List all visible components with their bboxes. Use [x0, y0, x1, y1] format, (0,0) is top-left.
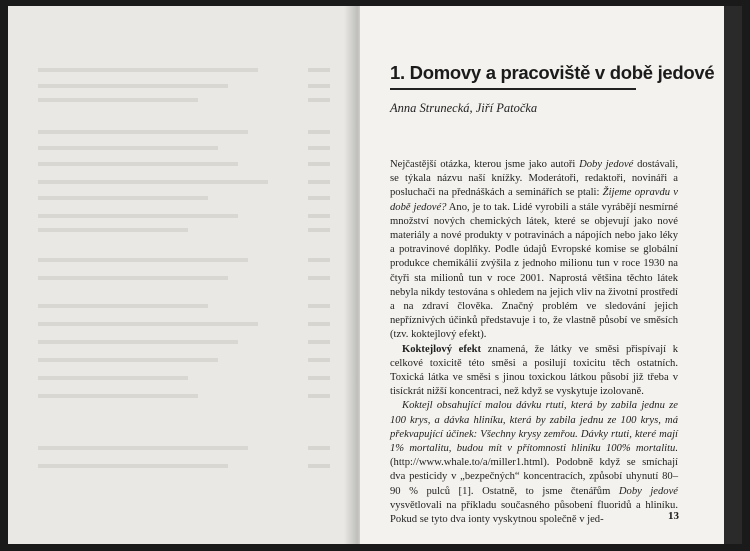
show-through-number: [308, 196, 330, 200]
title-rule: [390, 88, 636, 90]
show-through-line: [38, 180, 268, 184]
show-through-number: [308, 214, 330, 218]
text-run: Ano, je to tak. Lidé vyrobili a stále vyrábějí nesmírné množství nových chemických látek, které se objevují jako nové materiály a nové produkty v potravinách a nápojích nebo jako léky a potravinové doplňky. Podle údajů Evropské komise se globální produkce chemikálií zvýšila z jednoho milionu tun v roce 1930 na čtyři sta milionů tun v roce 2001. Naprostá většina těchto látek nebyla nikdy testována s ohledem na jejich vliv na životní prostředí a na zdraví člověka. Značný problém ve sledování jejich nepříznivých účinků představuje i to, že vlastně působí ve směsích (tzv. koktejlový efekt).: [390, 201, 678, 341]
show-through-number: [308, 162, 330, 166]
show-through-number: [308, 180, 330, 184]
text-run: znamená, že látky ve směsi přispívají k celkové toxicitě této směsi a posilují toxicitu těch ostatních. Toxická látka ve směsi s jinou toxickou látkou působí již třeba v tisíckrát nižší koncentraci, než když se vyskytuje izolovaně.: [390, 343, 679, 398]
show-through-line: [38, 228, 188, 232]
left-page: [8, 6, 360, 544]
paragraph: [390, 343, 678, 400]
show-through-number: [308, 130, 330, 134]
text-run: Nejčastější otázka, kterou jsme jako autoři: [390, 159, 580, 170]
show-through-line: [38, 340, 238, 344]
text-run: Koktejlový efekt: [402, 343, 482, 355]
show-through-line: [38, 376, 188, 380]
show-through-number: [308, 68, 330, 72]
show-through-number: [308, 394, 330, 398]
show-through-line: [38, 358, 218, 362]
book-edge: [724, 6, 742, 544]
show-through-number: [308, 464, 330, 468]
show-through-line: [38, 68, 258, 72]
show-through-line: [38, 304, 208, 308]
show-through-line: [38, 464, 228, 468]
show-through-line: [38, 258, 248, 262]
show-through-number: [308, 228, 330, 232]
show-through-number: [308, 98, 330, 102]
paragraph: [390, 158, 678, 343]
show-through-number: [308, 304, 330, 308]
show-through-line: [38, 84, 228, 88]
show-through-line: [38, 446, 248, 450]
text-run: (http://www.whale.to/a/miller1.html). Podobně když se smíchají dva pesticidy v „bezpečných“ koncentracích, způsobí uhynutí 80–90 % pulců [1]. Ostatně, to jsme čtenářům: [390, 457, 678, 497]
show-through-line: [38, 162, 238, 166]
chapter-title: 1. Domovy a pracoviště v době jedové: [390, 62, 715, 83]
show-through-number: [308, 446, 330, 450]
right-page: [360, 6, 732, 544]
text-run: Doby jedové: [579, 159, 634, 170]
page-number: 13: [668, 510, 679, 522]
text-run: Žijeme opravdu v době jedové?: [390, 187, 678, 213]
show-through-line: [38, 394, 198, 398]
show-through-number: [308, 358, 330, 362]
body-text: [390, 158, 678, 527]
show-through-line: [38, 322, 258, 326]
text-run: dostávali, se týkala názvu naší knížky. Moderátoři, redaktoři, novináři a posluchači na přednáškách a seminářích se ptali:: [390, 159, 678, 199]
show-through-line: [38, 196, 208, 200]
book-spread: [8, 6, 732, 544]
show-through-number: [308, 84, 330, 88]
show-through-number: [308, 146, 330, 150]
show-through-line: [38, 276, 228, 280]
show-through-number: [308, 258, 330, 262]
text-run: Koktejl obsahující malou dávku rtuti, která by zabila jednu ze 100 krys, a dávka hliníku, která by zabila jednu ze 100 krys, má překvapující účinek: Všechny krysy zemřou. Dávky rtuti, které mají 1% mortalitu, budou mít v přítomnosti hliníku 100% mortalitu.: [390, 400, 678, 455]
paragraph: [390, 399, 678, 527]
show-through-line: [38, 98, 198, 102]
show-through-number: [308, 276, 330, 280]
show-through-number: [308, 322, 330, 326]
show-through-line: [38, 130, 248, 134]
show-through-number: [308, 376, 330, 380]
text-run: Doby jedové: [618, 485, 678, 497]
show-through-number: [308, 340, 330, 344]
chapter-authors: Anna Strunecká, Jiří Patočka: [390, 101, 538, 115]
show-through-line: [38, 146, 218, 150]
text-run: vysvětlovali na příkladu současného působení fluoridů a hliníku. Pokud se tyto dva ionty vyskytnou společně v jed-: [390, 499, 678, 526]
show-through-line: [38, 214, 238, 218]
